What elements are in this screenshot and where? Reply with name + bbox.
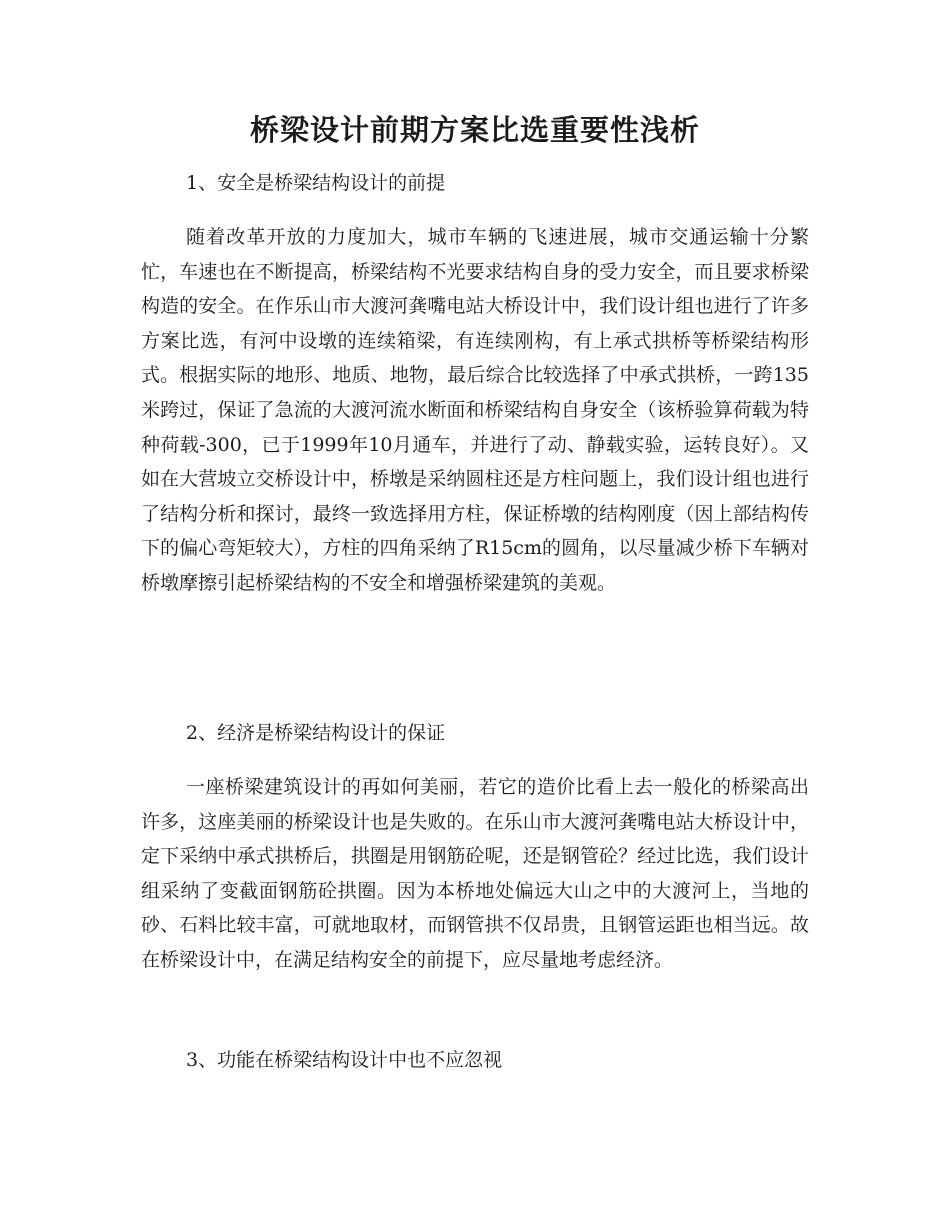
- document-title: 桥梁设计前期方案比选重要性浅析: [249, 113, 700, 147]
- section-paragraph-2: 一座桥梁建筑设计的再如何美丽，若它的造价比看上去一般化的桥梁高出许多，这座美丽的桥梁设计也是失败的。在乐山市大渡河龚嘴电站大桥设计中，定下采纳中承式拱桥后，拱圈是用钢筋砼呢，还是钢管砼？经过比选，我们设计组采纳了变截面钢筋砼拱圈。因为本桥地处偏远大山之中的大渡河上，当地的砂、石料比较丰富，可就地取材，而钢管拱不仅昂贵，且钢管运距也相当远。故在桥梁设计中，在满足结构安全的前提下，应尽量地考虑经济。: [141, 776, 809, 971]
- section-paragraph-1: 随着改革开放的力度加大，城市车辆的飞速进展，城市交通运输十分繁忙，车速也在不断提高，桥梁结构不光要求结构自身的受力安全，而且要求桥梁构造的安全。在作乐山市大渡河龚嘴电站大桥设计中，我们设计组也进行了许多方案比选，有河中设墩的连续箱梁，有连续刚构，有上承式拱桥等桥梁结构形式。根据实际的地形、地质、地物，最后综合比较选择了中承式拱桥，一跨135米跨过，保证了急流的大渡河流水断面和桥梁结构自身安全（该桥验算荷载为特种荷载-300，已于1999年10月通车，并进行了动、静载实验，运转良好）。又如在大营坡立交桥设计中，桥墩是采纳圆柱还是方柱问题上，我们设计组也进行了结构分析和探讨，最终一致选择用方柱，保证桥墩的结构刚度（因上部结构传下的偏心弯矩较大），方柱的四角采纳了R15cm的圆角，以尽量减少桥下车辆对桥墩摩擦引起桥梁结构的不安全和增强桥梁建筑的美观。: [141, 226, 809, 594]
- section-heading-2: 2、经济是桥梁结构设计的保证: [186, 722, 446, 744]
- section-heading-3: 3、功能在桥梁结构设计中也不应忽视: [186, 1049, 503, 1071]
- section-heading-1: 1、安全是桥梁结构设计的前提: [186, 172, 446, 194]
